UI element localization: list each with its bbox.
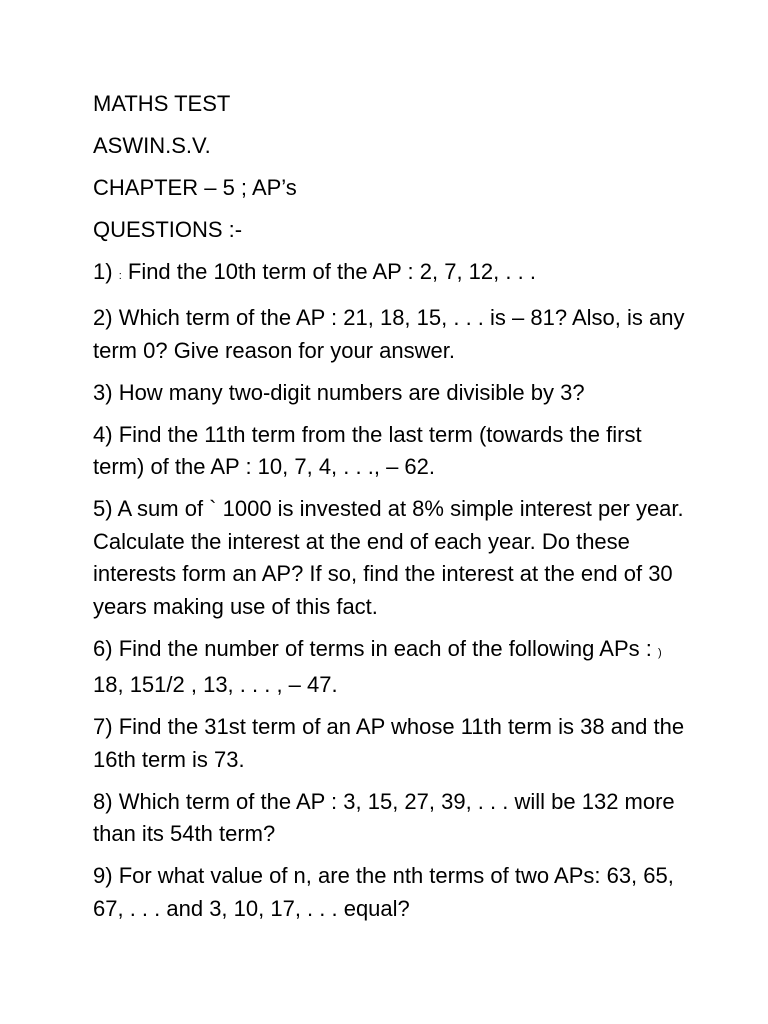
question-text: Find the number of terms in each of the following APs : [118, 635, 652, 661]
question-6 [93, 633, 693, 702]
questions-heading: QUESTIONS :- [93, 217, 243, 242]
question-marker: : [118, 270, 122, 282]
question-5 [93, 493, 693, 623]
test-title: MATHS TEST [93, 91, 231, 116]
question-9 [93, 860, 693, 925]
question-number: 5) [93, 496, 113, 521]
question-4 [93, 419, 693, 484]
question-number: 9) [93, 863, 113, 888]
question-text: Which term of the AP : 21, 18, 15, . . . is – 81? Also, is any term 0? Give reason for your answer. [93, 305, 685, 363]
question-number: 3) [93, 379, 113, 405]
question-text-continued: 18, 151/2 , 13, . . . , – 47. [93, 672, 338, 697]
question-text: A sum of ` 1000 is invested at 8% simple interest per year. Calculate the interest at the end of each year. Do these interests form an AP? If so, find the interest at the end of 30 years making use of this fact. [93, 496, 684, 619]
question-text: Which term of the AP : 3, 15, 27, 39, . . . will be 132 more than its 54th term? [93, 788, 675, 846]
question-2 [93, 302, 693, 367]
document-body [93, 88, 693, 935]
question-text: For what value of n, are the nth terms of two APs: 63, 65, 67, . . . and 3, 10, 17, . . . equal? [93, 863, 674, 921]
question-number: 4) [93, 421, 113, 447]
question-number: 1) [93, 259, 113, 284]
chapter-heading: CHAPTER – 5 ; AP’s [93, 175, 297, 200]
question-number: 7) [93, 714, 113, 739]
question-7 [93, 711, 693, 776]
question-3 [93, 377, 693, 410]
question-number: 6) [93, 635, 113, 661]
question-8 [93, 786, 693, 851]
question-marker: ) [657, 646, 662, 659]
question-text: How many two-digit numbers are divisible by 3? [118, 379, 585, 405]
question-1 [93, 256, 693, 293]
question-text: Find the 10th term of the AP : 2, 7, 12, . . . [127, 259, 536, 284]
question-number: 2) [93, 305, 113, 330]
question-number: 8) [93, 788, 113, 814]
student-name: ASWIN.S.V. [93, 133, 211, 158]
question-text: Find the 31st term of an AP whose 11th term is 38 and the 16th term is 73. [93, 714, 685, 772]
question-text: Find the 11th term from the last term (towards the first term) of the AP : 10, 7, 4, . . ., – 62. [93, 421, 642, 479]
